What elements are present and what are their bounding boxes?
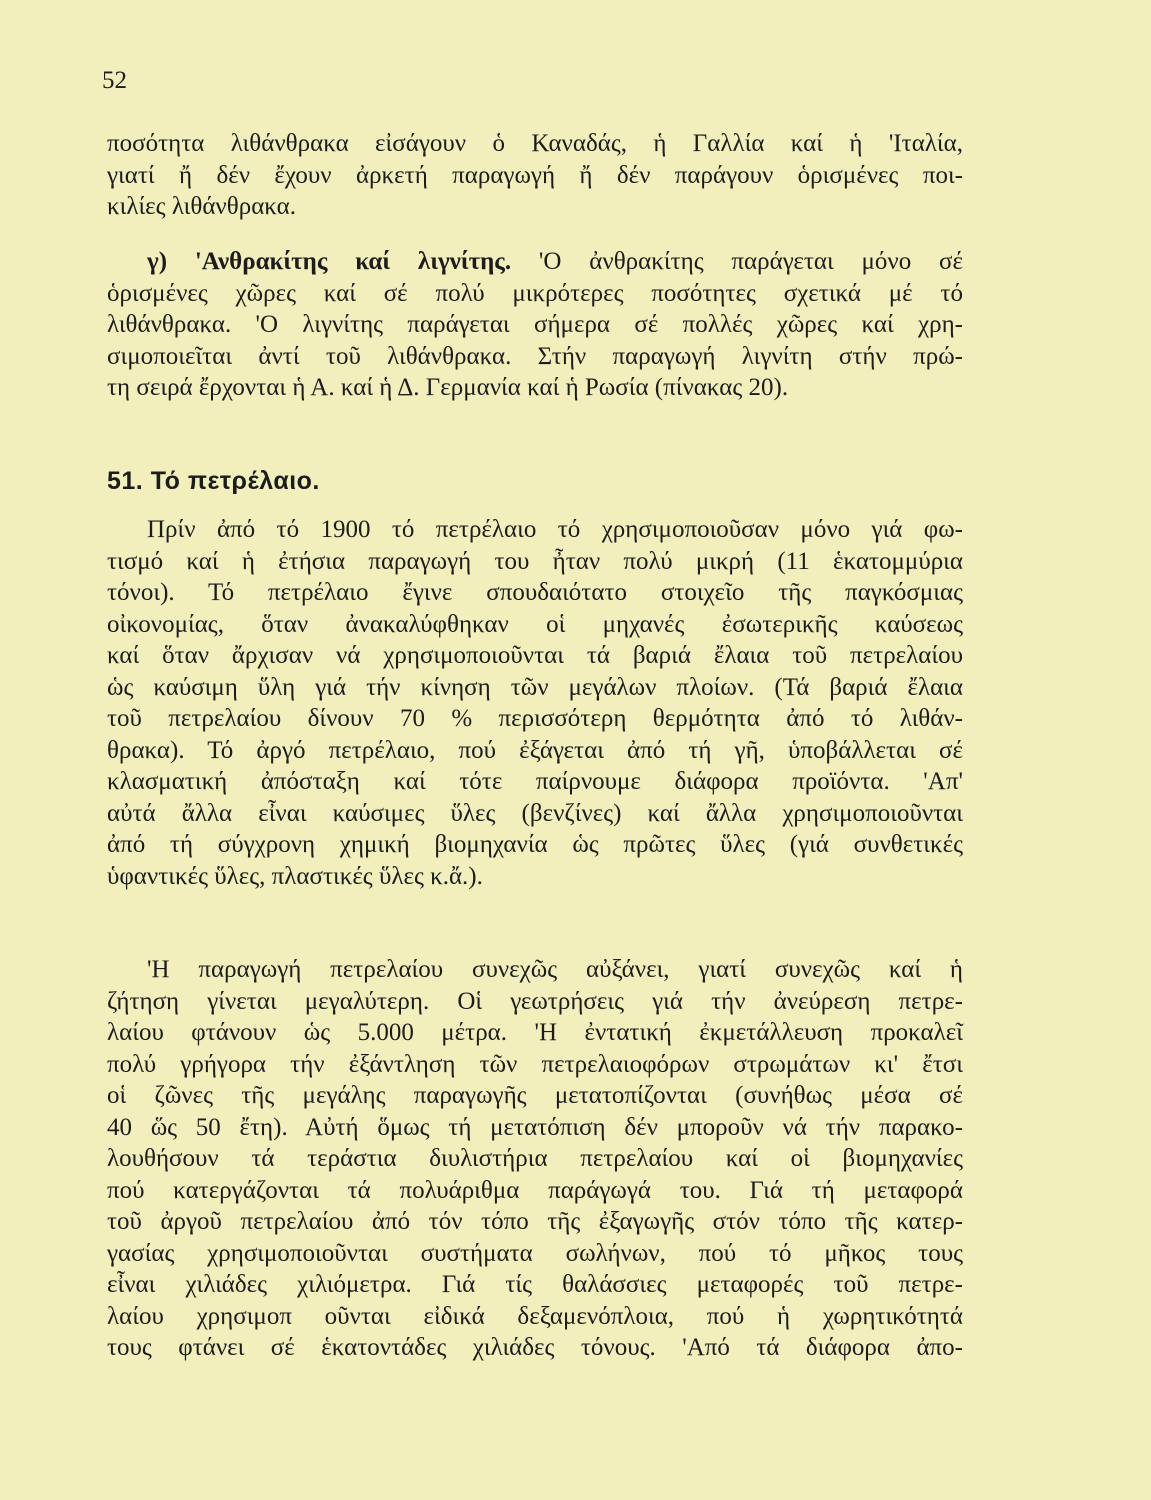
- text-line: 'Η παραγωγή πετρελαίου συνεχῶς αὐξάνει, γιατί συνεχῶς καί ἡ: [147, 956, 963, 983]
- petroleum-paragraph-2: [107, 954, 963, 1364]
- text-line: πού κατεργάζονται τά πολυάριθμα παράγωγά του. Γιά τή μεταφορά: [107, 1176, 963, 1204]
- lignite-paragraph: [107, 246, 963, 404]
- text-line: ἀπό τή σύγχρονη χημική βιομηχανία ὡς πρῶτες ὕλες (γιά συνθετικές: [107, 831, 963, 858]
- text-line: [107, 246, 963, 278]
- text-line: τους φτάνει σέ ἑκατοντάδες χιλιάδες τόνους. 'Από τά διάφορα ἀπο-: [107, 1334, 963, 1361]
- text-line: ζήτηση γίνεται μεγαλύτερη. Οἱ γεωτρήσεις γιά τήν ἀνεύρεση πετρε-: [107, 987, 963, 1015]
- intro-paragraph: [107, 128, 963, 223]
- text-line: ὑφαντικές ὕλες, πλαστικές ὕλες κ.ἄ.).: [107, 862, 483, 890]
- text-line: γιατί ἤ δέν ἔχουν ἀρκετή παραγωγή ἤ δέν παράγουν ὁρισμένες ποι-: [107, 161, 963, 189]
- text-line: κιλίες λιθάνθρακα.: [107, 193, 297, 220]
- text-line: εἶναι χιλιάδες χιλιόμετρα. Γιά τίς θαλάσσιες μεταφορές τοῦ πετρε-: [107, 1271, 963, 1298]
- section-heading: 51. Τό πετρέλαιο.: [107, 467, 320, 495]
- text-line: Πρίν ἀπό τό 1900 τό πετρέλαιο τό χρησιμοποιοῦσαν μόνο γιά φω-: [147, 516, 963, 543]
- text-line: ὁρισμένες χῶρες καί σέ πολύ μικρότερες ποσότητες σχετικά μέ τό: [107, 279, 963, 307]
- text-line: θρακα). Τό ἀργό πετρέλαιο, πού ἐξάγεται ἀπό τή γῆ, ὑποβάλλεται σέ: [107, 736, 963, 764]
- text-line: λουθήσουν τά τεράστια διυλιστήρια πετρελαίου καί οἱ βιομηχανίες: [107, 1145, 963, 1172]
- text-line: κλασματική ἀπόσταξη καί τότε παίρνουμε διάφορα προϊόντα. 'Απ': [107, 768, 963, 795]
- text-line: τοῦ ἀργοῦ πετρελαίου ἀπό τόν τόπο τῆς ἐξαγωγῆς στόν τόπο τῆς κατερ-: [107, 1208, 963, 1235]
- text-line: πολύ γρήγορα τήν ἐξάντληση τῶν πετρελαιοφόρων στρωμάτων κι' ἔτσι: [107, 1050, 963, 1078]
- text-fragment: 'Ο ἀνθρακίτης παράγεται μόνο σέ: [538, 248, 964, 275]
- text-line: οἰκονομίας, ὅταν ἀνακαλύφθηκαν οἱ μηχανές ἐσωτερικῆς καύσεως: [107, 610, 963, 638]
- text-line: 40 ὥς 50 ἔτη). Αὐτή ὅμως τή μετατόπιση δέν μποροῦν νά τήν παρακο-: [107, 1113, 963, 1141]
- text-line: καί ὅταν ἄρχισαν νά χρησιμοποιοῦνται τά βαριά ἔλαια τοῦ πετρελαίου: [107, 642, 963, 669]
- text-line: γασίας χρησιμοποιοῦνται συστήματα σωλήνων, πού τό μῆκος τους: [107, 1239, 963, 1267]
- text-line: τη σειρά ἔρχονται ἡ Α. καί ἡ Δ. Γερμανία καί ἡ Ρωσία (πίνακας 20).: [107, 374, 789, 401]
- text-line: τισμό καί ἡ ἐτήσια παραγωγή του ἦταν πολύ μικρή (11 ἑκατομμύρια: [107, 547, 963, 575]
- text-line: σιμοποιεῖται ἀντί τοῦ λιθάνθρακα. Στήν παραγωγή λιγνίτη στήν πρώ-: [107, 342, 963, 370]
- page-number: 52: [102, 67, 127, 94]
- text-line: ὡς καύσιμη ὕλη γιά τήν κίνηση τῶν μεγάλων πλοίων. (Τά βαριά ἔλαια: [107, 673, 963, 701]
- text-line: τόνοι). Τό πετρέλαιο ἔγινε σπουδαιότατο στοιχεῖο τῆς παγκόσμιας: [107, 579, 963, 606]
- text-line: αὐτά ἄλλα εἶναι καύσιμες ὕλες (βενζίνες) καί ἄλλα χρησιμοποιοῦνται: [107, 799, 963, 827]
- text-line: τοῦ πετρελαίου δίνουν 70 % περισσότερη θερμότητα ἀπό τό λιθάν-: [107, 705, 963, 732]
- text-line: λιθάνθρακα. 'Ο λιγνίτης παράγεται σήμερα σέ πολλές χῶρες καί χρη-: [107, 311, 963, 338]
- text-line: ποσότητα λιθάνθρακα εἰσάγουν ὁ Καναδάς, ἡ Γαλλία καί ἡ 'Ιταλία,: [107, 130, 963, 157]
- petroleum-paragraph-1: [107, 514, 963, 892]
- text-line: λαίου χρησιμοπ οῦνται εἰδικά δεξαμενόπλοια, πού ἡ χωρητικότητά: [107, 1302, 963, 1330]
- text-line: λαίου φτάνουν ὡς 5.000 μέτρα. 'Η ἐντατική ἐκμετάλλευση προκαλεῖ: [107, 1019, 963, 1046]
- subsection-heading: γ) 'Ανθρακίτης καί λιγνίτης.: [147, 248, 512, 275]
- text-line: οἱ ζῶνες τῆς μεγάλης παραγωγῆς μετατοπίζονται (συνήθως μέσα σέ: [107, 1082, 963, 1109]
